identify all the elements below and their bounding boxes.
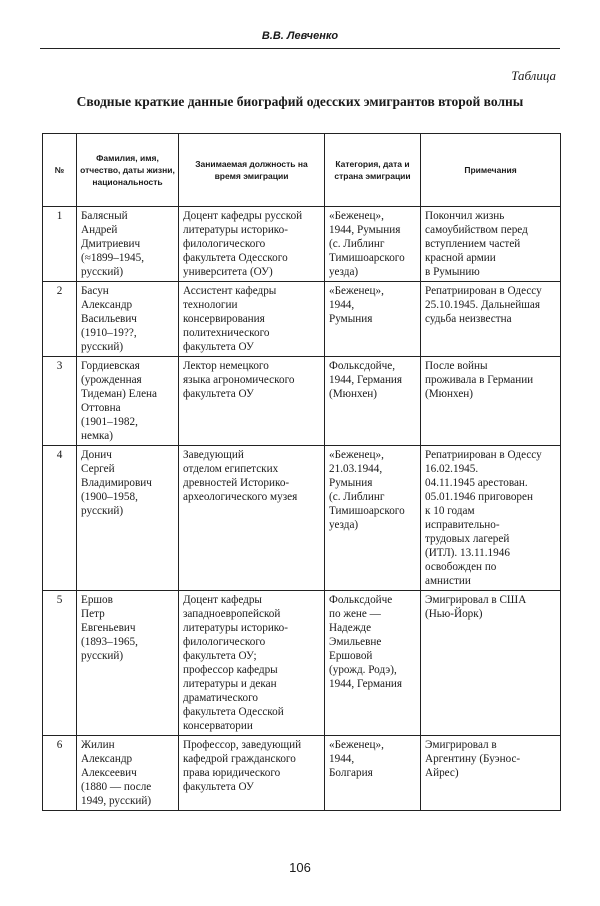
- cell-name: [77, 446, 179, 591]
- biography-table: [42, 133, 561, 811]
- cell-name-line: русский): [81, 341, 124, 353]
- cell-name-line: Басун: [81, 285, 109, 297]
- table-row: [43, 591, 561, 736]
- cell-name-line: Евгеньевич: [81, 622, 136, 634]
- cell-notes: [421, 207, 561, 282]
- table-header-row: [43, 134, 561, 207]
- cell-name-line: русский): [81, 650, 124, 662]
- cell-notes-line: Репатриирован в Одессу: [425, 285, 542, 297]
- cell-name-line: Александр: [81, 299, 133, 311]
- cell-position-line: факультета ОУ: [183, 781, 254, 793]
- cell-position-line: консерватории: [183, 720, 253, 732]
- cell-name-line: русский): [81, 266, 124, 278]
- cell-notes-line: в Румынию: [425, 266, 480, 278]
- cell-name-line: Васильевич: [81, 313, 137, 325]
- cell-name-line: (1880 — после: [81, 781, 152, 793]
- cell-category: [325, 282, 421, 357]
- cell-position-line: Ассистент кафедры: [183, 285, 277, 297]
- cell-name-line: Тидеман) Елена: [81, 388, 158, 400]
- cell-name-line: Гордиевская: [81, 360, 140, 372]
- cell-category-line: уезда): [329, 266, 359, 278]
- cell-position-line: литературы историко-: [183, 224, 288, 236]
- cell-name: [77, 736, 179, 811]
- cell-category-line: 1944,: [329, 299, 355, 311]
- cell-name-line: Александр: [81, 753, 133, 765]
- cell-number: 3: [43, 357, 77, 446]
- cell-number: 5: [43, 591, 77, 736]
- cell-position: [179, 591, 325, 736]
- cell-position-line: консервирования: [183, 313, 265, 325]
- cell-name-line: немка): [81, 430, 113, 442]
- cell-position-line: филологического: [183, 238, 266, 250]
- cell-number: 2: [43, 282, 77, 357]
- header-rule: [40, 48, 560, 49]
- cell-position-line: Профессор, заведующий: [183, 739, 302, 751]
- cell-category-line: Румыния: [329, 477, 373, 489]
- cell-position-line: драматического: [183, 692, 259, 704]
- table-body: [43, 207, 561, 811]
- cell-notes-line: Покончил жизнь: [425, 210, 505, 222]
- cell-category-line: по жене —: [329, 608, 381, 620]
- cell-category-line: (с. Либлинг: [329, 491, 385, 503]
- cell-position-line: Доцент кафедры: [183, 594, 262, 606]
- cell-notes: [421, 446, 561, 591]
- cell-name-line: (≈1899–1945,: [81, 252, 145, 264]
- cell-category-line: 1944, Германия: [329, 678, 403, 690]
- cell-category-line: Тимишоарского: [329, 252, 405, 264]
- cell-category-line: Фолькcдойче,: [329, 360, 396, 372]
- cell-notes-line: 04.11.1945 арестован.: [425, 477, 528, 489]
- cell-notes-line: 05.01.1946 приговорен: [425, 491, 533, 503]
- cell-position-line: Заведующий: [183, 449, 244, 461]
- document-title: Сводные краткие данные биографий одесских эмигрантов второй волны: [76, 94, 524, 109]
- cell-notes-line: 16.02.1945.: [425, 463, 479, 475]
- cell-category-line: 1944,: [329, 753, 355, 765]
- cell-position: [179, 736, 325, 811]
- cell-category-line: Ершовой: [329, 650, 373, 662]
- cell-notes-line: исправительно-: [425, 519, 500, 531]
- cell-category-line: 1944, Румыния: [329, 224, 401, 236]
- cell-notes-line: Эмигрировал в: [425, 739, 497, 751]
- cell-category-line: Эмильевне: [329, 636, 382, 648]
- cell-name: [77, 207, 179, 282]
- cell-position-line: кафедрой гражданского: [183, 753, 296, 765]
- cell-name: [77, 591, 179, 736]
- cell-category: [325, 591, 421, 736]
- cell-notes: [421, 591, 561, 736]
- table-row: [43, 446, 561, 591]
- cell-category-line: Надежде: [329, 622, 372, 634]
- running-head: В.В. Левченко: [261, 30, 339, 42]
- cell-name-line: Сергей: [81, 463, 115, 475]
- cell-category: [325, 446, 421, 591]
- cell-name-line: Жилин: [81, 739, 115, 751]
- cell-category-line: 21.03.1944,: [329, 463, 383, 475]
- cell-position-line: факультета Одесской: [183, 706, 284, 718]
- cell-position-line: западноевропейской: [183, 608, 281, 620]
- cell-position-line: факультета ОУ: [183, 388, 254, 400]
- cell-notes-line: амнистии: [425, 575, 471, 587]
- cell-category: [325, 736, 421, 811]
- cell-notes-line: (ИТЛ). 13.11.1946: [425, 547, 510, 559]
- cell-notes: [421, 357, 561, 446]
- cell-category-line: «Беженец»,: [329, 739, 384, 751]
- cell-notes-line: Эмигрировал в США: [425, 594, 527, 606]
- cell-notes-line: трудовых лагерей: [425, 533, 510, 545]
- cell-name-line: Донич: [81, 449, 112, 461]
- header-notes: Примечания: [421, 134, 561, 207]
- cell-notes-line: После войны: [425, 360, 488, 372]
- cell-category: [325, 207, 421, 282]
- cell-number: 4: [43, 446, 77, 591]
- cell-name-line: Ершов: [81, 594, 113, 606]
- cell-name-line: Алексеевич: [81, 767, 137, 779]
- table-row: [43, 207, 561, 282]
- cell-position: [179, 357, 325, 446]
- cell-name-line: Андрей: [81, 224, 118, 236]
- cell-position-line: факультета ОУ;: [183, 650, 257, 662]
- cell-name-line: (1893–1965,: [81, 636, 138, 648]
- cell-name-line: Оттовна: [81, 402, 121, 414]
- table-row: [43, 282, 561, 357]
- cell-number: 1: [43, 207, 77, 282]
- cell-position-line: древностей Историко-: [183, 477, 290, 489]
- cell-category-line: (с. Либлинг: [329, 238, 385, 250]
- cell-notes: [421, 736, 561, 811]
- cell-notes-line: Айрес): [425, 767, 459, 779]
- cell-position-line: факультета ОУ: [183, 341, 254, 353]
- cell-name-line: (1901–1982,: [81, 416, 138, 428]
- cell-position: [179, 446, 325, 591]
- cell-position-line: профессор кафедры: [183, 664, 278, 676]
- cell-name-line: Балясный: [81, 210, 128, 222]
- cell-category-line: «Беженец»,: [329, 210, 384, 222]
- cell-position-line: языка агрономического: [183, 374, 295, 386]
- page-number: 106: [289, 860, 311, 875]
- cell-category-line: Тимишоарского: [329, 505, 405, 517]
- cell-notes-line: 25.10.1945. Дальнейшая: [425, 299, 540, 311]
- cell-notes-line: освобожден по: [425, 561, 497, 573]
- cell-notes-line: судьба неизвестна: [425, 313, 512, 325]
- cell-position: [179, 207, 325, 282]
- header-name: Фамилия, имя, отчество, даты жизни, национальность: [77, 134, 179, 207]
- cell-position: [179, 282, 325, 357]
- cell-position-line: литературы историко-: [183, 622, 288, 634]
- cell-category-line: Румыния: [329, 313, 373, 325]
- cell-category-line: «Беженец»,: [329, 285, 384, 297]
- table-row: [43, 736, 561, 811]
- header-category: Категория, дата и страна эмиграции: [325, 134, 421, 207]
- cell-notes-line: проживала в Германии: [425, 374, 534, 386]
- cell-category-line: Фолькcдойче: [329, 594, 393, 606]
- cell-name-line: Петр: [81, 608, 105, 620]
- cell-category-line: «Беженец»,: [329, 449, 384, 461]
- cell-notes-line: к 10 годам: [425, 505, 475, 517]
- cell-name-line: (1900–1958,: [81, 491, 138, 503]
- cell-name-line: (1910–19??,: [81, 327, 137, 339]
- cell-category-line: (урожд. Родэ),: [329, 664, 397, 676]
- cell-position-line: литературы и декан: [183, 678, 277, 690]
- cell-position-line: отделом египетских: [183, 463, 279, 475]
- cell-category-line: 1944, Германия: [329, 374, 403, 386]
- cell-category-line: (Мюнхен): [329, 388, 378, 400]
- cell-name: [77, 357, 179, 446]
- cell-name-line: (урожденная: [81, 374, 142, 386]
- cell-position-line: университета (ОУ): [183, 266, 273, 278]
- cell-name-line: Владимирович: [81, 477, 152, 489]
- cell-position-line: права юридического: [183, 767, 281, 779]
- cell-position-line: Лектор немецкого: [183, 360, 269, 372]
- header-position: Занимаемая должность на время эмиграции: [179, 134, 325, 207]
- cell-notes-line: (Нью-Йорк): [425, 608, 483, 620]
- cell-name-line: Дмитриевич: [81, 238, 141, 250]
- table-label: Таблица: [511, 68, 556, 83]
- cell-category: [325, 357, 421, 446]
- cell-name-line: русский): [81, 505, 124, 517]
- cell-number: 6: [43, 736, 77, 811]
- cell-category-line: уезда): [329, 519, 359, 531]
- cell-position-line: филологического: [183, 636, 266, 648]
- table-row: [43, 357, 561, 446]
- header-number: №: [43, 134, 77, 207]
- cell-notes-line: Аргентину (Буэнос-: [425, 753, 521, 765]
- cell-position-line: технологии: [183, 299, 238, 311]
- cell-position-line: Доцент кафедры русской: [183, 210, 303, 222]
- cell-position-line: факультета Одесского: [183, 252, 288, 264]
- cell-name-line: 1949, русский): [81, 795, 152, 807]
- cell-position-line: политехнического: [183, 327, 270, 339]
- cell-notes-line: самоубийством перед: [425, 224, 528, 236]
- cell-category-line: Болгария: [329, 767, 373, 779]
- cell-notes: [421, 282, 561, 357]
- cell-notes-line: красной армии: [425, 252, 496, 264]
- cell-position-line: археологического музея: [183, 491, 298, 503]
- cell-name: [77, 282, 179, 357]
- cell-notes-line: Репатриирован в Одессу: [425, 449, 542, 461]
- cell-notes-line: вступлением частей: [425, 238, 521, 250]
- cell-notes-line: (Мюнхен): [425, 388, 474, 400]
